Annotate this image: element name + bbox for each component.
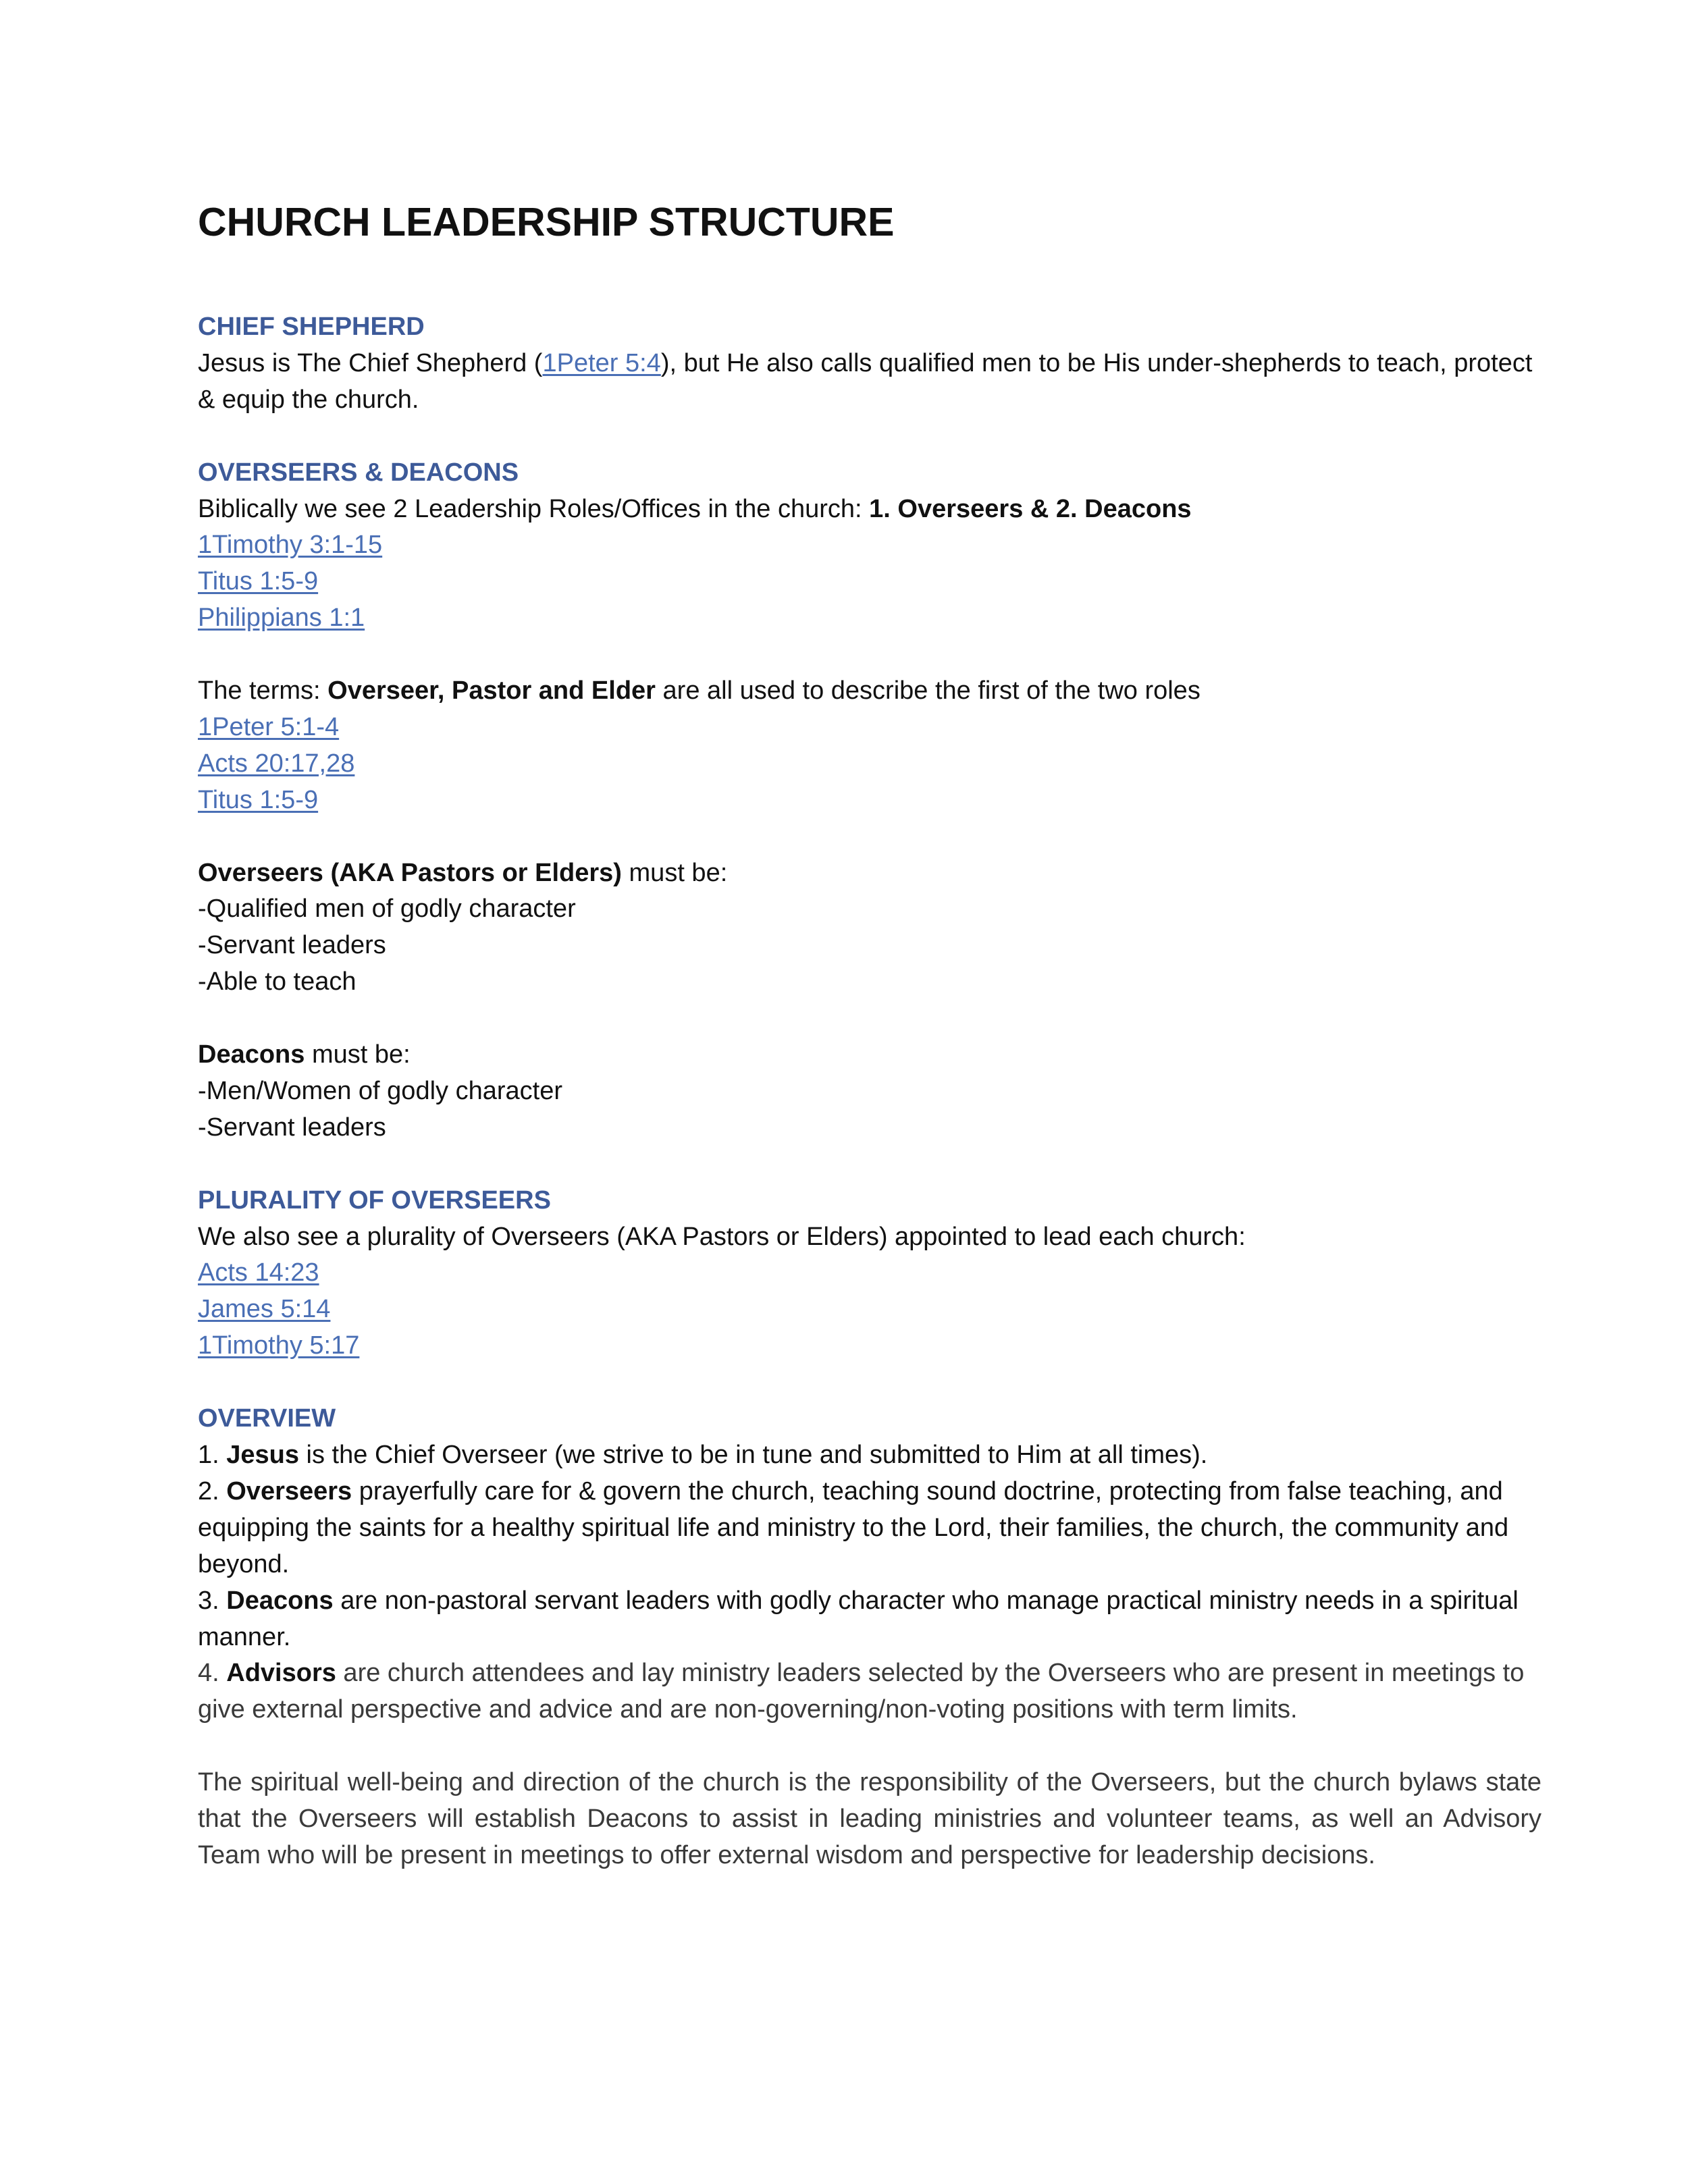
list-item: -Qualified men of godly character [198,895,576,924]
deacons-requirements-heading: Deacons must be: [198,1040,411,1069]
list-item: -Able to teach [198,967,357,996]
list-item: -Servant leaders [198,931,386,960]
scripture-link[interactable]: Acts 20:17,28 [198,749,355,778]
scripture-link[interactable]: 1Peter 5:1-4 [198,712,340,741]
document-body [198,309,1541,1874]
roles-intro: Biblically we see 2 Leadership Roles/Offices in the church: 1. Overseers & 2. Deacons [198,494,1192,523]
overview-item: 3. Deacons are non-pastoral servant leaders with godly character who manage practical ministry needs in a spiritual manner. [198,1586,1519,1651]
scripture-link[interactable]: 1Peter 5:4 [542,348,661,377]
section-heading-overview: OVERVIEW [198,1404,336,1433]
plurality-paragraph: We also see a plurality of Overseers (AKA Pastors or Elders) appointed to lead each church: [198,1222,1246,1251]
terms-paragraph: The terms: Overseer, Pastor and Elder are all used to describe the first of the two roles [198,676,1201,705]
list-item: -Servant leaders [198,1113,386,1142]
overview-item: 4. Advisors are church attendees and lay ministry leaders selected by the Overseers who are present in meetings to give external perspective and advice and are non-governing/non-voting positions with term limits. [198,1659,1525,1724]
overseers-requirements-heading: Overseers (AKA Pastors or Elders) must be: [198,858,728,887]
closing-paragraph: The spiritual well-being and direction of the church is the responsibility of the Overseers, but the church bylaws state that the Overseers will establish Deacons to assist in leading ministries and volunteer teams, as well an Advisory Team who will be present in meetings to offer external wisdom and perspective for leadership decisions. [198,1768,1541,1869]
overview-item: 1. Jesus is the Chief Overseer (we strive to be in tune and submitted to Him at all times). [198,1441,1208,1469]
chief-shepherd-paragraph: Jesus is The Chief Shepherd (1Peter 5:4), but He also calls qualified men to be His under-shepherds to teach, protect & equip the church. [198,348,1533,414]
scripture-link[interactable]: Titus 1:5-9 [198,567,319,596]
scripture-link[interactable]: 1Timothy 5:17 [198,1331,360,1360]
scripture-link[interactable]: Philippians 1:1 [198,604,365,633]
page-title: CHURCH LEADERSHIP STRUCTURE [198,200,895,244]
scripture-link[interactable]: Acts 14:23 [198,1258,319,1287]
section-heading-overseers-deacons: OVERSEERS & DEACONS [198,458,519,487]
scripture-link[interactable]: Titus 1:5-9 [198,785,319,814]
section-heading-chief-shepherd: CHIEF SHEPHERD [198,313,425,341]
overview-item: 2. Overseers prayerfully care for & govern the church, teaching sound doctrine, protecting from false teaching, and equipping the saints for a healthy spiritual life and ministry to the Lord, their families, the church, the community and beyond. [198,1476,1509,1578]
list-item: -Men/Women of godly character [198,1076,562,1105]
scripture-link[interactable]: 1Timothy 3:1-15 [198,531,383,560]
section-heading-plurality: PLURALITY OF OVERSEERS [198,1186,551,1215]
scripture-link[interactable]: James 5:14 [198,1295,331,1324]
